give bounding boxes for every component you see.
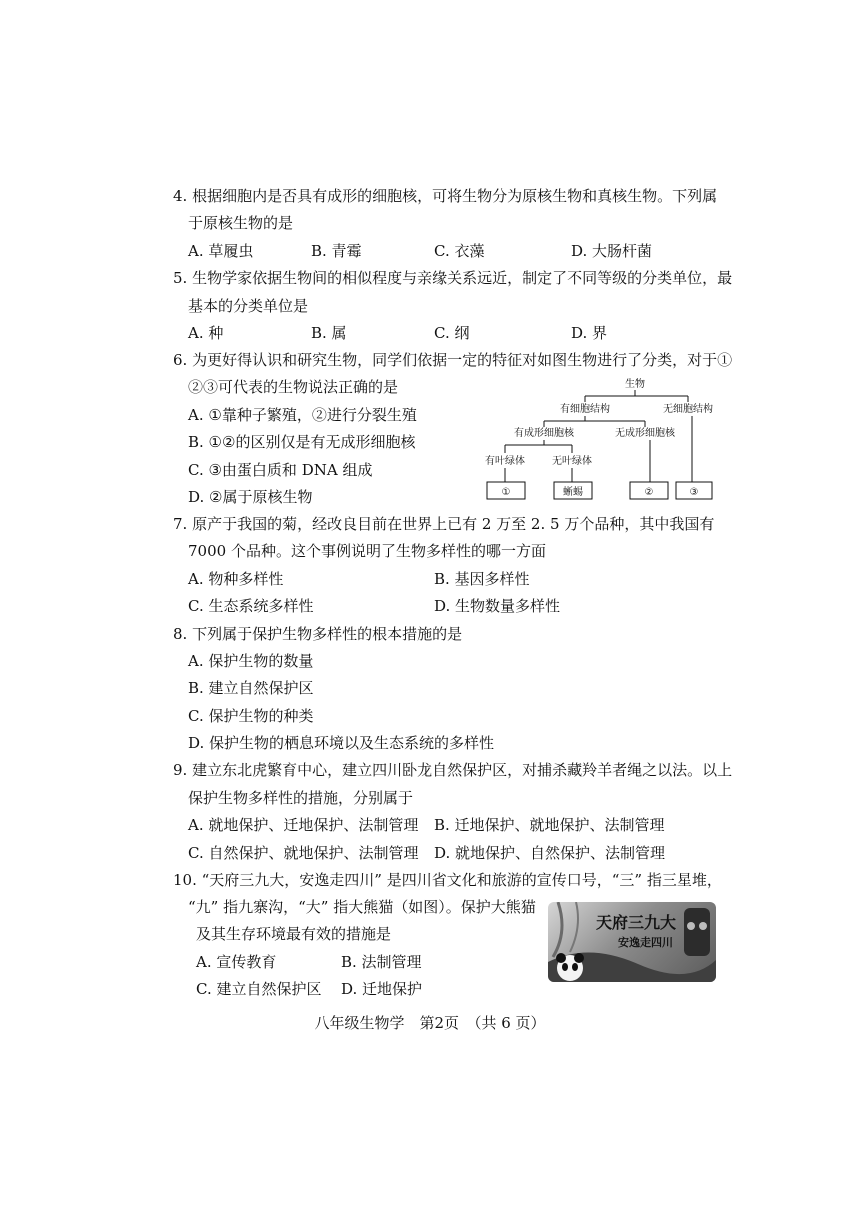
q6-option-b: B. ①②的区别仅是有无成形细胞核 [188, 433, 416, 451]
q7-option-b: B. 基因多样性 [434, 570, 530, 588]
q9-stem-line1: 9. 建立东北虎繁育中心，建立四川卧龙自然保护区，对捕杀藏羚羊者绳之以法。以上 [173, 761, 733, 779]
q4-option-a: A. 草履虫 [188, 242, 254, 260]
page-footer: 八年级生物学 第2页 （共 6 页） [314, 1014, 546, 1032]
q6-stem-line2: ②③可代表的生物说法正确的是 [188, 378, 399, 396]
q5-stem-line2: 基本的分类单位是 [188, 297, 309, 315]
q4-option-c: C. 衣藻 [434, 242, 485, 260]
tree-no-nucleus-label: 无成形细胞核 [615, 428, 675, 439]
tree-box-2: ② [644, 487, 654, 498]
q6-option-d: D. ②属于原核生物 [188, 488, 313, 506]
q8-stem-line1: 8. 下列属于保护生物多样性的根本措施的是 [173, 625, 463, 643]
q8-option-a: A. 保护生物的数量 [188, 652, 314, 670]
tree-has-chloroplast-label: 有叶绿体 [485, 456, 525, 467]
q10-option-c: C. 建立自然保护区 [196, 980, 322, 998]
q7-option-a: A. 物种多样性 [188, 570, 284, 588]
tree-no-chloroplast-label: 无叶绿体 [552, 456, 592, 467]
tree-has-cell-label: 有细胞结构 [560, 404, 610, 415]
q10-option-a: A. 宣传教育 [196, 953, 277, 971]
classification-tree-diagram [480, 374, 720, 504]
q4-stem-line1: 4. 根据细胞内是否具有成形的细胞核，可将生物分为原核生物和真核生物。下列属 [173, 187, 718, 205]
q7-option-d: D. 生物数量多样性 [434, 597, 561, 615]
q5-option-a: A. 种 [188, 324, 224, 342]
q7-stem-line1: 7. 原产于我国的菊，经改良目前在世界上已有 2 万至 2. 5 万个品种，其中我国有 [173, 515, 715, 533]
sichuan-tourism-banner-image [548, 902, 716, 982]
tree-has-nucleus-label: 有成形细胞核 [514, 428, 574, 439]
q5-stem-line1: 5. 生物学家依据生物间的相似程度与亲缘关系远近，制定了不同等级的分类单位，最 [173, 269, 733, 287]
q5-option-b: B. 属 [311, 324, 347, 342]
tree-box-3: ③ [689, 487, 699, 498]
q6-stem-line1: 6. 为更好得认识和研究生物，同学们依据一定的特征对如图生物进行了分类，对于① [173, 351, 733, 369]
q10-stem-line3: 及其生存环境最有效的措施是 [196, 925, 392, 943]
q10-stem-line1: 10. “天府三九大，安逸走四川” 是四川省文化和旅游的宣传口号，“三” 指三星堆， [173, 871, 722, 889]
q5-option-c: C. 纲 [434, 324, 470, 342]
q9-option-a: A. 就地保护、迁地保护、法制管理 [188, 816, 419, 834]
tree-box-lizard: 蜥蜴 [563, 487, 583, 498]
q4-stem-line2: 于原核生物的是 [188, 214, 294, 232]
banner-slogan-line1: 天府三九大 [596, 913, 677, 932]
q7-option-c: C. 生态系统多样性 [188, 597, 314, 615]
q5-option-d: D. 界 [571, 324, 608, 342]
tree-no-cell-label: 无细胞结构 [663, 404, 713, 415]
tree-root-label: 生物 [625, 379, 645, 390]
q9-option-b: B. 迁地保护、就地保护、法制管理 [434, 816, 665, 834]
q10-option-b: B. 法制管理 [341, 953, 422, 971]
q9-option-d: D. 就地保护、自然保护、法制管理 [434, 844, 666, 862]
q9-option-c: C. 自然保护、就地保护、法制管理 [188, 844, 419, 862]
q10-stem-line2: “九” 指九寨沟，“大” 指大熊猫（如图）。保护大熊猫 [188, 898, 536, 916]
q6-option-a: A. ①靠种子繁殖，②进行分裂生殖 [188, 406, 417, 424]
q8-option-c: C. 保护生物的种类 [188, 707, 314, 725]
q4-option-d: D. 大肠杆菌 [571, 242, 653, 260]
q10-option-d: D. 迁地保护 [341, 980, 423, 998]
q7-stem-line2: 7000 个品种。这个事例说明了生物多样性的哪一方面 [188, 542, 546, 560]
banner-slogan-line2: 安逸走四川 [618, 936, 673, 949]
q6-option-c: C. ③由蛋白质和 DNA 组成 [188, 461, 373, 479]
q9-stem-line2: 保护生物多样性的措施，分别属于 [188, 789, 414, 807]
q8-option-b: B. 建立自然保护区 [188, 679, 314, 697]
q8-option-d: D. 保护生物的栖息环境以及生态系统的多样性 [188, 734, 495, 752]
q4-option-b: B. 青霉 [311, 242, 362, 260]
tree-box-1: ① [501, 487, 511, 498]
